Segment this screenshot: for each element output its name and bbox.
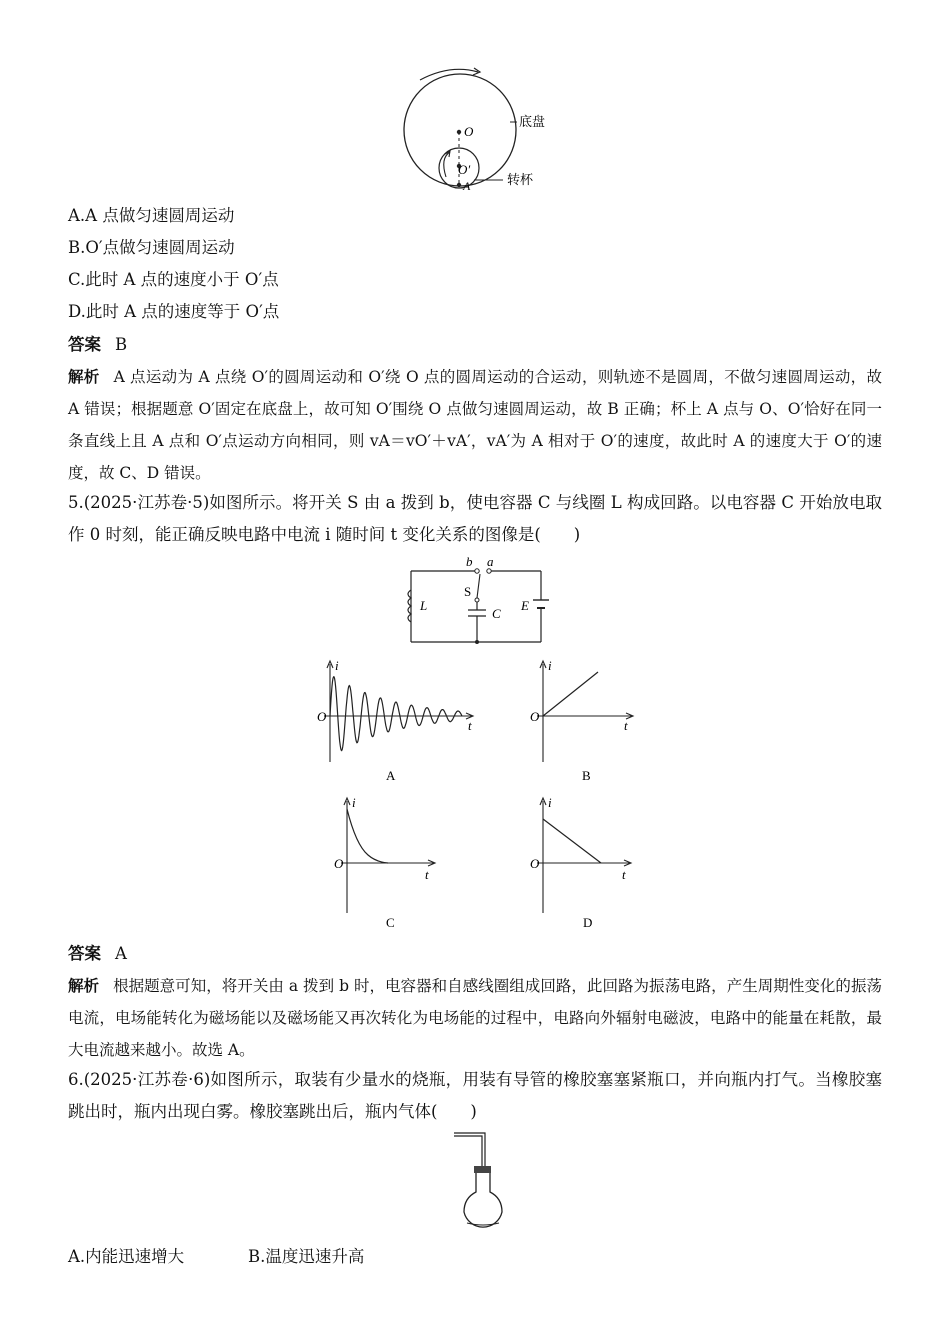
label-b: b — [466, 554, 473, 569]
q4-option-d: D.此时 A 点的速度等于 O′点 — [68, 302, 280, 321]
axis-t: t — [624, 718, 628, 733]
graph-label-a: A — [386, 768, 396, 783]
q6-question: 6.(2025·江苏卷·6)如图所示，取装有少量水的烧瓶，用装有导管的橡胶塞塞紧瓶口，并向瓶内打气。当橡胶塞跳出时，瓶内出现白雾。橡胶塞跳出后，瓶内气体( ) — [68, 1070, 882, 1121]
graph-c — [322, 795, 442, 935]
decay-curve — [347, 809, 388, 863]
q5-analysis — [68, 970, 882, 1066]
graph-label-d: D — [583, 915, 593, 930]
label-A: A — [463, 179, 471, 193]
switch-blade — [477, 574, 480, 598]
graph-label-c: C — [386, 915, 395, 930]
q5-answer — [68, 943, 127, 965]
analysis-label: 解析 — [68, 976, 100, 995]
origin: O — [530, 709, 540, 724]
graph-a — [310, 658, 480, 788]
axis-t: t — [622, 867, 626, 882]
label-C: C — [492, 606, 501, 621]
label-O-prime: O′ — [458, 162, 471, 177]
origin: O — [317, 709, 327, 724]
label-O: O — [464, 124, 474, 139]
axis-i: i — [548, 658, 552, 673]
answer-value: B — [115, 335, 128, 354]
q4-option-b: B.O′点做匀速圆周运动 — [68, 238, 235, 257]
oscillation-curve — [330, 677, 462, 751]
answer-label: 答案 — [68, 944, 101, 963]
circuit-diagram — [400, 552, 560, 648]
graph-d — [518, 795, 638, 935]
graph-label-b: B — [582, 768, 591, 783]
q4-answer — [68, 334, 127, 356]
q6-option-b: B.温度迅速升高 — [248, 1247, 365, 1266]
axis-t: t — [425, 867, 429, 882]
label-cup: 转杯 — [507, 172, 534, 187]
analysis-text: A 点运动为 A 点绕 O′的圆周运动和 O′绕 O 点的圆周运动的合运动，则轨迹不是圆周，不做匀速圆周运动，故 A 错误；根据题意 O′固定在底盘上，故可知 O′围绕 O 点做匀速圆周运动，故 B 正确；杯上 A 点与 O、O′恰好在同一条直线上且 A 点和 O′点运动方向相同，则 vA＝vO′＋vA′，vA′为 A 相对于 O′的速度，故此时 A 的速度大于 O′的速度，故 C、D 错误。 — [68, 368, 882, 482]
tube — [454, 1133, 485, 1168]
axis-i: i — [335, 658, 339, 673]
analysis-text: 根据题意可知，将开关由 a 拨到 b 时，电容器和自感线圈组成回路，此回路为振荡电路，产生周期性变化的振荡电流，电场能转化为磁场能以及磁场能又再次转化为电场能的过程中，电路向外辐射电磁波，电路中的能量在耗散，最大电流越来越小。故选 A。 — [68, 977, 882, 1059]
axis-t: t — [468, 718, 472, 733]
linear-line — [543, 672, 598, 716]
q6-option-a: A.内能迅速增大 — [68, 1247, 185, 1266]
flask-body — [464, 1173, 502, 1227]
axis-i: i — [352, 795, 356, 810]
graph-b — [520, 658, 640, 788]
label-dish: 底盘 — [519, 114, 546, 129]
q4-option-a: A.A 点做匀速圆周运动 — [68, 206, 235, 225]
label-a: a — [487, 554, 494, 569]
q4-analysis — [68, 361, 882, 489]
answer-label: 答案 — [68, 335, 101, 354]
origin: O — [530, 856, 540, 871]
label-S: S — [464, 584, 472, 599]
disc-figure — [390, 62, 570, 197]
rubber-stopper — [474, 1166, 491, 1173]
label-L: L — [420, 598, 428, 613]
origin: O — [334, 856, 344, 871]
answer-value: A — [115, 944, 127, 963]
axis-i: i — [548, 795, 552, 810]
analysis-label: 解析 — [68, 367, 100, 386]
decreasing-line — [543, 819, 601, 863]
label-E: E — [521, 598, 529, 613]
q4-option-c: C.此时 A 点的速度小于 O′点 — [68, 270, 279, 289]
q5-question: 5.(2025·江苏卷·5)如图所示。将开关 S 由 a 拨到 b，使电容器 C 与线圈 L 构成回路。以电容器 C 开始放电取作 0 时刻，能正确反映电路中电流 i 随时间 t 变化关系的图像是( ) — [68, 493, 882, 544]
flask-figure — [448, 1128, 518, 1236]
